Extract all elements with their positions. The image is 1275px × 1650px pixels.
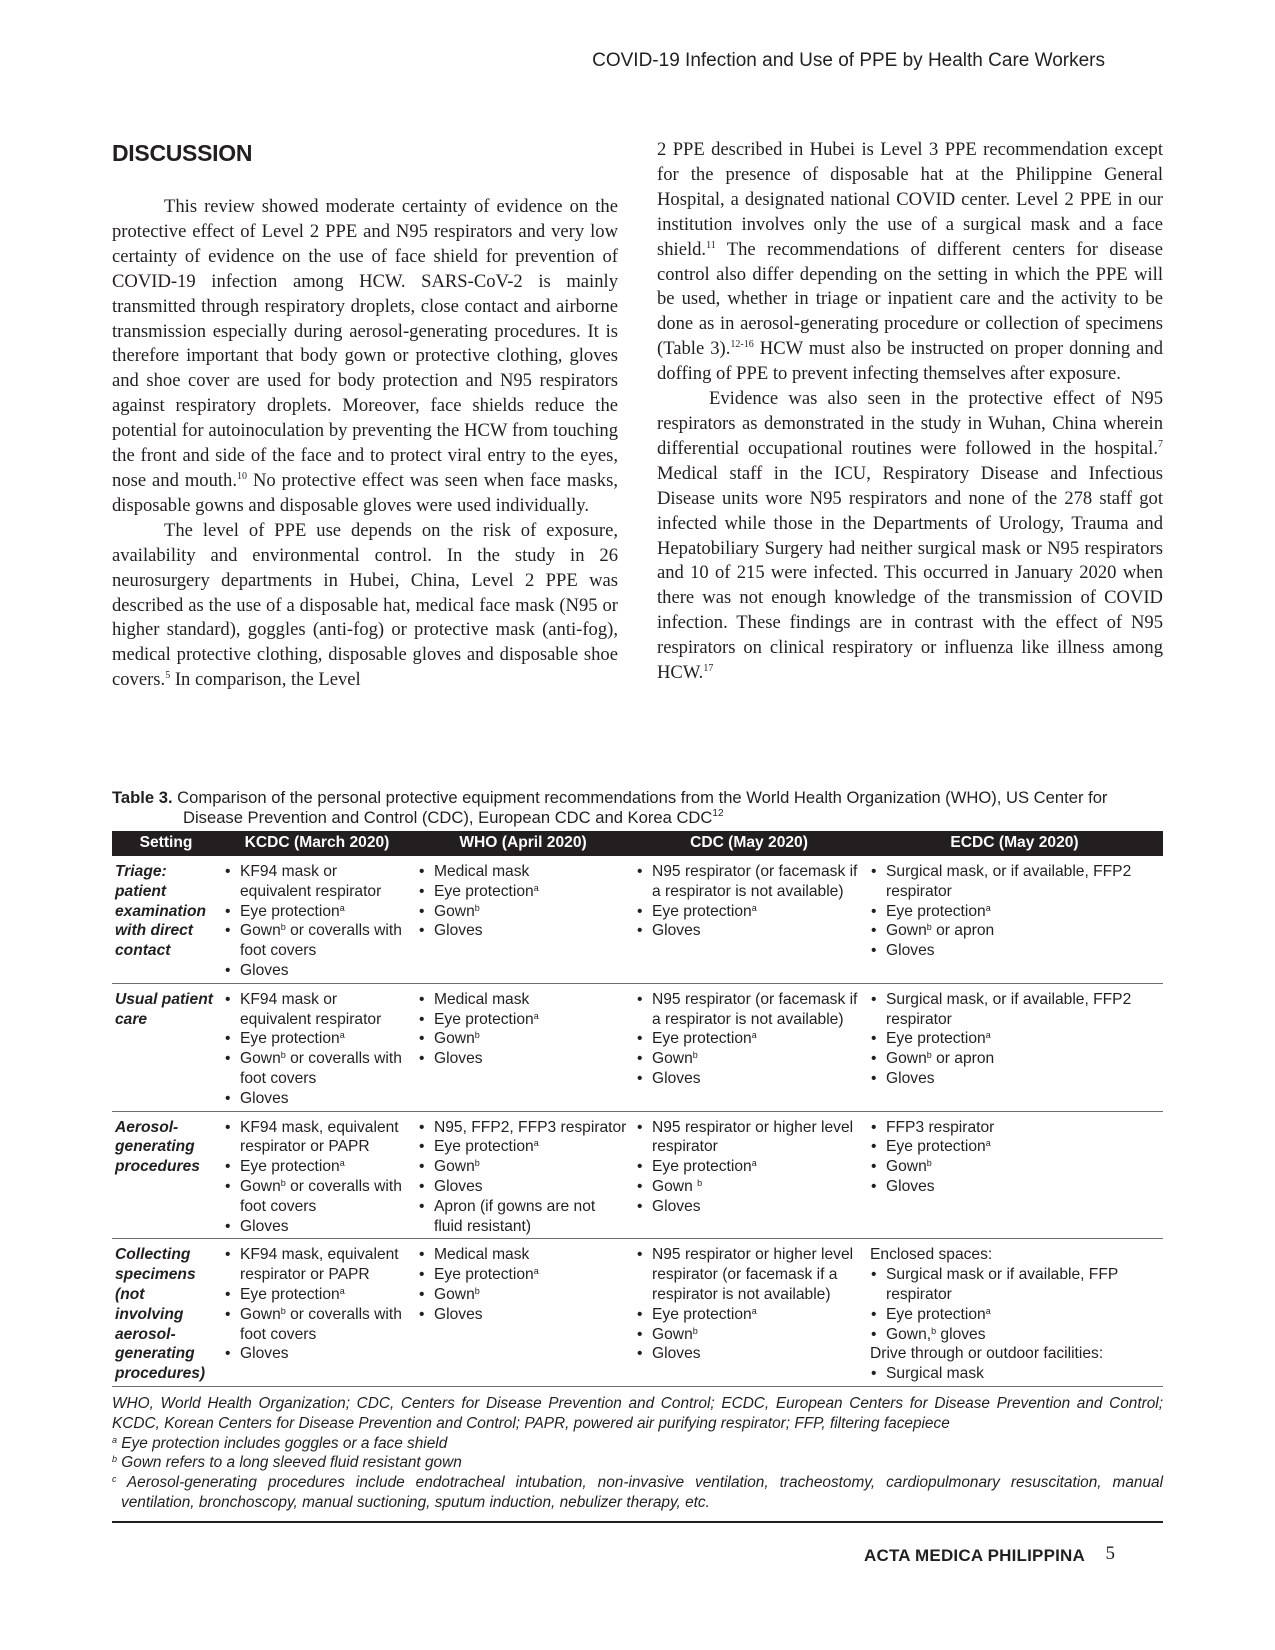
list-item [870,1118,1159,1138]
footnote-ref: a [751,902,757,913]
paragraph-text: No protective effect was seen when face masks, disposable gowns and disposable gloves were used individually. [112,469,618,516]
recommendation-list [870,862,1159,961]
item-text: Gloves [240,1089,289,1107]
who-cell [414,1111,632,1239]
footnote-a [112,1434,1163,1454]
who-cell [414,1239,632,1387]
table-row [112,1239,1163,1387]
list-item [418,921,628,941]
item-text: Surgical mask [886,1365,984,1383]
list-item [870,1364,1159,1384]
footnote-mark: b [112,1454,118,1465]
footnote-ref: b [474,1158,480,1169]
who-cell [414,983,632,1111]
footnote-ref: a [751,1030,757,1041]
list-item [870,941,1159,961]
item-text: Eye protection [886,1305,986,1323]
item-text: Eye protection [886,1138,986,1156]
item-text: KF94 mask, equivalent respirator or PAPR [240,1246,399,1284]
item-text: FFP3 respirator [886,1118,995,1136]
citation: 7 [1158,438,1163,450]
paragraph [657,387,1163,686]
list-item [870,1069,1159,1089]
cdc-cell [632,1111,866,1239]
footnote-ref: b [692,1325,698,1336]
list-item [636,862,862,902]
item-text: Enclosed spaces: [870,1246,993,1264]
paragraph [112,519,618,693]
table-label: Table 3. [112,788,173,807]
item-text: Gown [240,1305,281,1323]
item-text: Gloves [240,961,289,979]
journal-name: ACTA MEDICA PHILIPPINA [864,1546,1085,1565]
footnote-ref: b [931,1325,937,1336]
item-text: Gloves [434,1305,483,1323]
list-item [418,882,628,902]
list-item [224,1305,410,1345]
item-text: Apron (if gowns are not fluid resistant) [434,1197,596,1235]
table-row [112,1111,1163,1239]
list-item [870,1157,1159,1177]
setting-cell: Aerosol-generating procedures [112,1111,220,1239]
list-item [224,1217,410,1237]
paragraph-text: This review showed moderate certainty of evidence on the protective effect of Level 2 PPE and N95 respirators and very low certainty of evidence on the use of face shield for prevention of COVID-19 infection among HCW. SARS-CoV-2 is mainly transmitted through respiratory droplets, close contact and airborne transmission especially during aerosol-generating procedures. It is therefore important that body gown or protective clothing, gloves and shoe cover are used for body protection and N95 respirators against respiratory droplets. Moreover, face shields reduce the potential for autoinoculation by preventing the HCW from touching the front and side of the face and to protect viral entry to the eyes, nose and mouth. [112,196,618,491]
list-item [636,1157,862,1177]
list-item [418,1245,628,1265]
list-item [636,1069,862,1089]
item-text: Gown [886,1158,927,1176]
item-text: Gloves [652,1197,701,1215]
item-text: Gown [652,1050,693,1068]
item-text: Gown [886,1050,927,1068]
item-text: Eye protection [240,1158,340,1176]
list-item [224,990,410,1030]
table-row [112,856,1163,983]
citation: 12-16 [730,339,754,351]
footnote-mark: c [112,1474,117,1485]
list-item [418,1265,628,1285]
footnote-ref: a [533,882,539,893]
item-text: or coveralls with foot covers [240,1177,402,1215]
footnote-text: Eye protection includes goggles or a face shield [117,1434,448,1452]
item-text: Gloves [652,1345,701,1363]
cdc-cell [632,1239,866,1387]
citation: 12 [712,808,724,819]
item-text: Gloves [886,942,935,960]
item-text: Eye protection [434,1010,534,1028]
citation: 17 [703,663,714,675]
table-header-row [112,831,1163,856]
item-text: gloves [936,1325,986,1343]
ecdc-cell [866,856,1163,983]
item-text: Eye protection [652,1030,752,1048]
item-text: Eye protection [434,1266,534,1284]
item-text: N95 respirator (or facemask if a respirator is not available) [652,990,858,1028]
list-item [418,1049,628,1069]
item-text: Gloves [240,1345,289,1363]
item-text: Eye protection [240,902,340,920]
item-text: Gloves [652,1069,701,1087]
list-item [636,1305,862,1325]
footnote-ref: b [926,1050,932,1061]
recommendation-list [870,1118,1159,1197]
item-text: Gown [240,922,281,940]
list-item [224,1049,410,1089]
kcdc-cell [220,983,414,1111]
item-text: or apron [931,922,995,940]
ecdc-cell [866,1111,1163,1239]
list-item [870,921,1159,941]
footnote-ref: a [533,1010,539,1021]
item-text: or apron [931,1050,995,1068]
list-item [418,1118,628,1138]
footnote-ref: b [474,1030,480,1041]
item-text: N95 respirator or higher level respirator [652,1118,854,1156]
item-text: Medical mask [434,1246,530,1264]
footnote-ref: a [985,1138,991,1149]
recommendation-list [636,1245,862,1364]
table-caption [112,788,1163,828]
list-item [224,862,410,902]
paragraph-text: Evidence was also seen in the protective effect of N95 respirators as demonstrated in the study in Wuhan, China wherein differential occupational routines were followed in the hospital. [657,388,1163,459]
footer-rule [112,1521,1163,1523]
item-text: Surgical mask, or if available, FFP2 respirator [886,863,1132,900]
ppe-comparison-table [112,831,1163,1387]
setting-cell: Usual patient care [112,983,220,1111]
list-item [870,902,1159,922]
item-text: Eye protection [434,1138,534,1156]
recommendation-list [224,1245,410,1364]
paragraph-text: The level of PPE use depends on the risk of exposure, availability and environmental control. In the study in 26 neurosurgery departments in Hubei, China, Level 2 PPE was described as the use of a disposable hat, medical face mask (N95 or higher standard), goggles (anti-fog) or protective mask (anti-fog), medical protective clothing, disposable gloves and disposable shoe covers. [112,519,618,691]
list-item [418,902,628,922]
item-text: KF94 mask, equivalent respirator or PAPR [240,1118,399,1156]
ecdc-cell [866,983,1163,1111]
list-item [636,902,862,922]
footnote-ref: a [985,1030,991,1041]
footnote-text: Aerosol-generating procedures include endotracheal intubation, non-invasive ventilation, tracheostomy, cardiopulmonary resuscitation, manual ventilation, bronchoscopy, manual suctioning, sputum induction, nebulizer therapy, etc. [116,1474,1163,1511]
footnote-c [112,1473,1163,1513]
item-text: Gown [240,1050,281,1068]
item-text: Gown, [886,1325,932,1343]
footnote-ref: a [533,1266,539,1277]
footnote-ref: b [474,902,480,913]
item-text: Surgical mask or if available, FFP respirator [886,1266,1118,1303]
footnote-ref: a [751,1158,757,1169]
item-text: Gown [240,1177,281,1195]
list-item [418,990,628,1010]
footnote-b [112,1453,1163,1473]
recommendation-list [418,990,628,1069]
item-text: Gown [434,902,475,920]
list-item [224,1344,410,1364]
list-item [870,1305,1159,1325]
footnote-ref: a [339,1285,345,1296]
list-subheading [870,1344,1159,1364]
footnote-ref: a [339,1030,345,1041]
recommendation-list [224,990,410,1109]
item-text: Eye protection [434,882,534,900]
recommendation-list [870,1245,1159,1384]
list-item [224,1089,410,1109]
recommendation-list [224,1118,410,1237]
item-text: Eye protection [652,1305,752,1323]
list-item [224,902,410,922]
list-item [870,1049,1159,1069]
list-item [224,1285,410,1305]
item-text: Eye protection [652,902,752,920]
paragraph [112,195,618,519]
item-text: Surgical mask, or if available, FFP2 respirator [886,990,1132,1028]
caption-text: Comparison of the personal protective equipment recommendations from the World Health Organization (WHO), US Center for Disease Prevention and Control (CDC), European CDC and Korea CDC [172,788,1108,827]
cdc-cell [632,856,866,983]
list-item [636,1197,862,1217]
item-text: N95, FFP2, FFP3 respirator [434,1118,627,1136]
paragraph [657,138,1163,387]
cdc-cell [632,983,866,1111]
list-item [224,961,410,981]
list-item [224,1245,410,1285]
item-text: Gloves [886,1177,935,1195]
kcdc-cell [220,856,414,983]
paragraph-text: In comparison, the Level [170,669,361,691]
item-text: Gloves [886,1069,935,1087]
who-cell [414,856,632,983]
item-text: Gown [652,1325,693,1343]
table-row [112,983,1163,1111]
paragraph-text: 2 PPE described in Hubei is Level 3 PPE recommendation except for the presence of disposable hat at the Philippine General Hospital, a designated national COVID center. Level 2 PPE in our institution involves only the use of a surgical mask and a face shield. [657,139,1163,260]
list-item [224,1118,410,1158]
column-header-cdc: CDC (May 2020) [632,831,866,856]
recommendation-list [418,1118,628,1237]
item-text: or coveralls with foot covers [240,1050,402,1087]
footnote-ref: b [280,922,286,933]
item-text: Gloves [434,1050,483,1068]
list-item [870,1137,1159,1157]
paragraph-text: HCW must also be instructed on proper donning and doffing of PPE to prevent infecting themselves after exposure. [657,338,1164,385]
list-item [418,1197,628,1237]
list-item [636,1245,862,1304]
list-item [636,1029,862,1049]
item-text: Eye protection [886,1030,986,1048]
column-header-kcdc: KCDC (March 2020) [220,831,414,856]
page-number: 5 [1105,1543,1115,1564]
footnote-ref: b [926,922,932,933]
list-item [418,1137,628,1157]
list-item [418,1305,628,1325]
footnote-ref: a [339,902,345,913]
recommendation-list [418,1245,628,1324]
footnote-ref: a [985,1305,991,1316]
list-item [636,1344,862,1364]
paragraph-text: Medical staff in the ICU, Respiratory Disease and Infectious Disease units wore N95 respirators and none of the 278 staff got infected while those in the Departments of Urology, Trauma and Hepatobiliary Surgery had neither surgical mask or N95 respirators and 10 of 215 were infected. This occurred in January 2020 when there was not enough knowledge of the transmission of COVID infection. These findings are in contrast with the effect of N95 respirators on clinical respiratory or influenza like illness among HCW. [657,462,1163,684]
list-item [418,1177,628,1197]
item-text: Gown [886,922,927,940]
list-item [870,1177,1159,1197]
item-text: Gown [434,1030,475,1048]
table-3 [112,788,1163,1513]
list-item [224,1029,410,1049]
list-item [870,990,1159,1030]
footnote-ref: b [280,1305,286,1316]
column-header-setting: Setting [112,831,220,856]
item-text: Eye protection [240,1030,340,1048]
recommendation-list [636,862,862,941]
item-text: N95 respirator or higher level respirator (or facemask if a respirator is not available) [652,1246,854,1303]
table-body [112,856,1163,1386]
setting-cell: Collecting specimens (not involving aerosol-generating procedures) [112,1239,220,1387]
footnote-ref: b [474,1285,480,1296]
footnote-text: Gown refers to a long sleeved fluid resistant gown [117,1454,462,1472]
recommendation-list [870,990,1159,1089]
kcdc-cell [220,1239,414,1387]
list-item [418,1157,628,1177]
running-title: COVID-19 Infection and Use of PPE by Health Care Workers [592,50,1105,71]
item-text: Drive through or outdoor facilities: [870,1345,1104,1363]
item-text: Gown [434,1158,475,1176]
list-item [418,1285,628,1305]
recommendation-list [418,862,628,941]
citation: 5 [165,670,171,682]
list-subheading [870,1245,1159,1265]
footnote-ref: b [280,1050,286,1061]
item-text: Medical mask [434,863,530,880]
section-heading: DISCUSSION [112,140,253,166]
footnote-ref: b [692,1050,698,1061]
list-item [224,921,410,961]
item-text: or coveralls with foot covers [240,922,402,960]
list-item [418,862,628,882]
body-columns [112,138,1163,693]
footnote-ref: a [533,1138,539,1149]
footnote-ref: b [697,1177,703,1188]
list-item [870,862,1159,902]
abbreviations-note: WHO, World Health Organization; CDC, Centers for Disease Prevention and Control; ECDC, European Centers for Disease Prevention and Control; KCDC, Korean Centers for Disease Prevention and Control; PAPR, powered air purifying respirator; FFP, filtering facepiece [112,1394,1163,1432]
list-item [870,1029,1159,1049]
paragraph-text: The recommendations of different centers for disease control also differ depending on the setting in which the PPE will be used, whether in triage or inpatient care and the activity to be done as in aerosol-generating procedure or collection of specimens (Table 3). [657,238,1163,360]
footnote-ref: a [751,1305,757,1316]
item-text: or coveralls with foot covers [240,1305,402,1343]
kcdc-cell [220,1111,414,1239]
list-item [870,1265,1159,1305]
citation: 11 [706,239,716,251]
list-item [636,1177,862,1197]
list-item [870,1325,1159,1345]
recommendation-list [636,990,862,1089]
item-text: N95 respirator (or facemask if a respirator is not available) [652,863,858,900]
item-text: KF94 mask or equivalent respirator [240,863,382,900]
item-text: Eye protection [886,902,986,920]
footnote-ref: b [926,1158,932,1169]
list-item [636,990,862,1030]
item-text: Gloves [652,922,701,940]
item-text: KF94 mask or equivalent respirator [240,990,382,1028]
footnote-ref: b [280,1177,286,1188]
list-item [418,1010,628,1030]
item-text: Gloves [240,1217,289,1235]
list-item [418,1029,628,1049]
recommendation-list [636,1118,862,1217]
list-item [636,1118,862,1158]
item-text: Eye protection [652,1158,752,1176]
list-item [224,1177,410,1217]
column-header-who: WHO (April 2020) [414,831,632,856]
table-footnotes [112,1394,1163,1513]
item-text: Gown [434,1285,475,1303]
list-item [224,1157,410,1177]
right-column [657,138,1163,693]
item-text: Gloves [434,1177,483,1195]
footnote-ref: a [985,902,991,913]
item-text: Gown [652,1177,698,1195]
ecdc-cell [866,1239,1163,1387]
citation: 10 [237,470,248,482]
footnote-mark: a [112,1434,118,1445]
recommendation-list [224,862,410,981]
item-text: Medical mask [434,990,530,1008]
left-column [112,138,618,693]
setting-cell: Triage: patient examination with direct contact [115,863,206,960]
footnote-ref: a [339,1158,345,1169]
list-item [636,921,862,941]
item-text: Gloves [434,922,483,940]
list-item [636,1049,862,1069]
list-item [636,1325,862,1345]
item-text: Eye protection [240,1285,340,1303]
column-header-ecdc: ECDC (May 2020) [866,831,1163,856]
